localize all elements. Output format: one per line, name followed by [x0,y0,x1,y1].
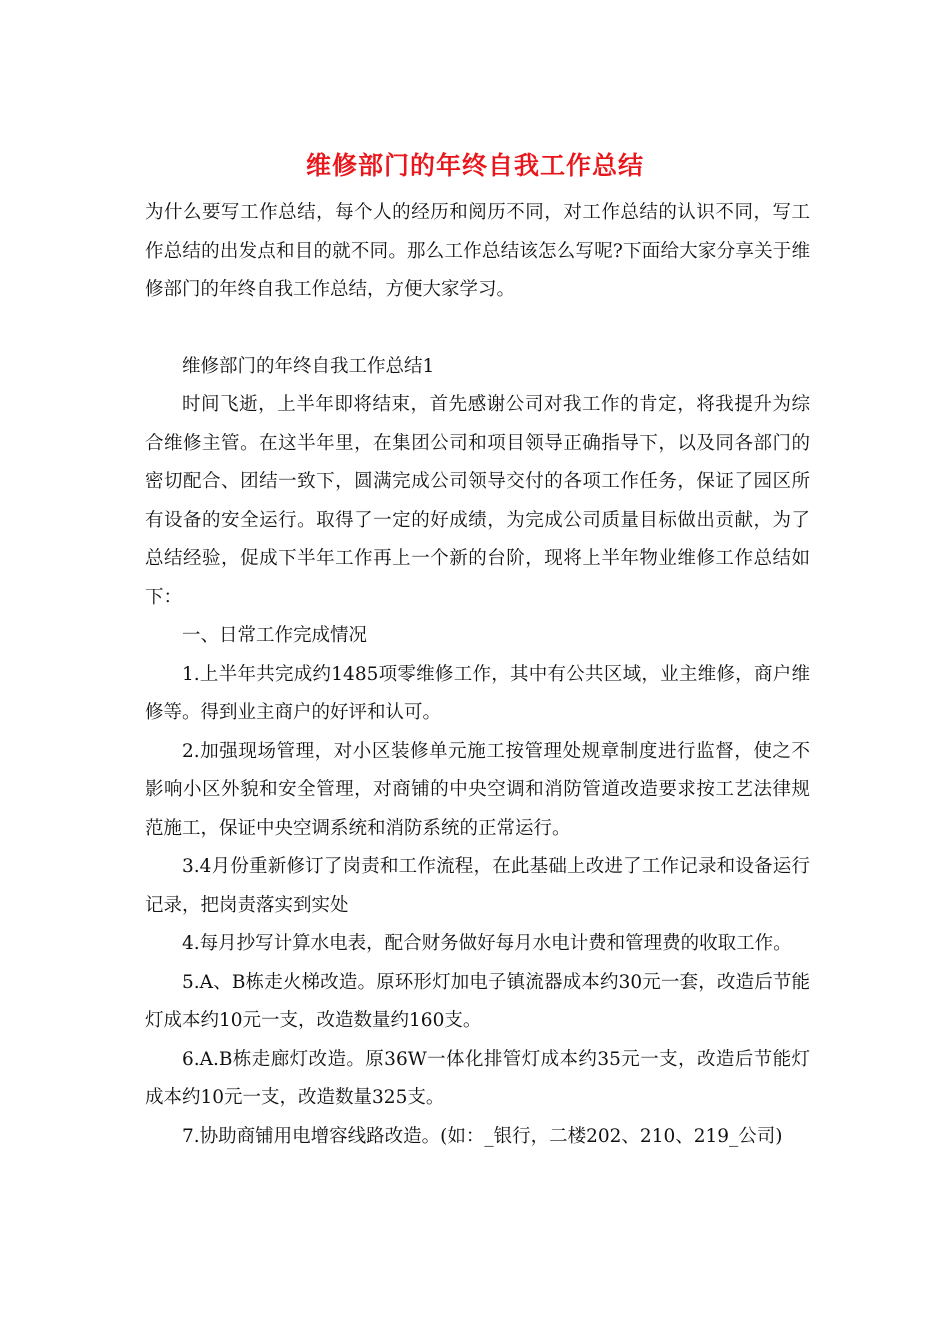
body-paragraph: 时间飞逝，上半年即将结束，首先感谢公司对我工作的肯定，将我提升为综合维修主管。在这半年里，在集团公司和项目领导正确指导下，以及同各部门的密切配合、团结一致下，圆满完成公司领导交付的各项工作任务，保证了园区所有设备的安全运行。取得了一定的好成绩，为完成公司质量目标做出贡献，为了总结经验，促成下半年工作再上一个新的台阶，现将上半年物业维修工作总结如下： [145,394,810,608]
subheading: 一、日常工作完成情况 [182,625,368,646]
list-item: 2.加强现场管理，对小区装修单元施工按管理处规章制度进行监督，使之不影响小区外貌和安全管理，对商铺的中央空调和消防管道改造要求按工艺法律规范施工，保证中央空调系统和消防系统的正常运行。 [145,740,810,839]
list-item: 4.每月抄写计算水电表，配合财务做好每月水电计费和管理费的收取工作。 [182,933,792,954]
section-heading: 维修部门的年终自我工作总结1 [182,355,435,377]
list-item: 1.上半年共完成约1485项零维修工作，其中有公共区域，业主维修，商户维修等。得到业主商户的好评和认可。 [145,663,810,723]
intro-paragraph: 为什么要写工作总结，每个人的经历和阅历不同，对工作总结的认识不同，写工作总结的出发点和目的就不同。那么工作总结该怎么写呢?下面给大家分享关于维修部门的年终自我工作总结，方便大家学习。 [145,202,810,300]
document-body [145,194,810,1156]
list-item: 7.协助商铺用电增容线路改造。(如：_银行，二楼202、210、219_公司) [182,1125,783,1147]
paragraph-gap [145,310,810,348]
list-item: 3.4月份重新修订了岗责和工作流程，在此基础上改进了工作记录和设备运行记录，把岗责落实到实处 [145,856,810,916]
list-item: 5.A、B栋走火梯改造。原环形灯加电子镇流器成本约30元一套，改造后节能灯成本约10元一支，改造数量约160支。 [145,971,810,1031]
list-item: 6.A.B栋走廊灯改造。原36W一体化排管灯成本约35元一支，改造后节能灯成本约10元一支，改造数量325支。 [145,1048,810,1108]
document-title: 维修部门的年终自我工作总结 [305,151,644,180]
